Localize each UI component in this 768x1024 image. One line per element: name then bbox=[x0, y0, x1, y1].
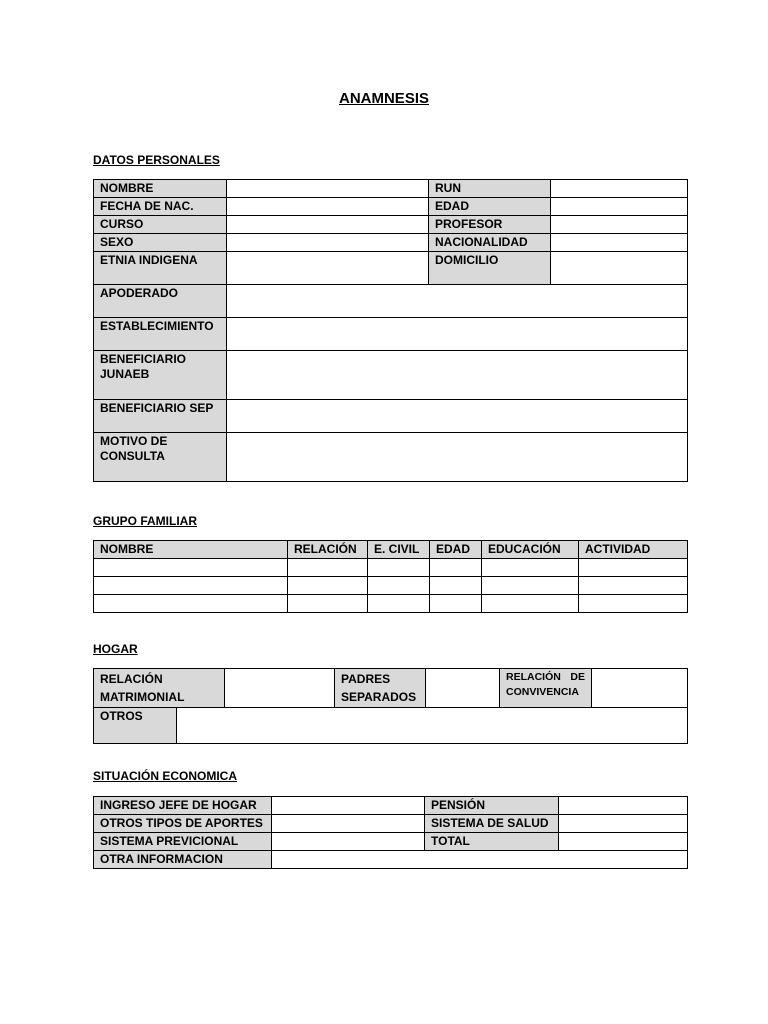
field-fecha-nac[interactable] bbox=[227, 198, 429, 216]
table-cell[interactable] bbox=[288, 595, 368, 613]
field-sexo[interactable] bbox=[227, 234, 429, 252]
table-cell[interactable] bbox=[482, 577, 579, 595]
label-nacionalidad: NACIONALIDAD bbox=[429, 234, 551, 252]
field-total[interactable] bbox=[559, 833, 688, 851]
column-header-estado-civil: E. CIVIL bbox=[368, 541, 430, 559]
label-otros: OTROS bbox=[94, 708, 177, 744]
field-relacion-matrimonial[interactable] bbox=[225, 669, 335, 708]
label-sexo: SEXO bbox=[94, 234, 227, 252]
label-otros-tipos-de-aportes: OTROS TIPOS DE APORTES bbox=[94, 815, 272, 833]
section-heading-hogar: HOGAR bbox=[93, 642, 138, 656]
table-cell[interactable] bbox=[579, 577, 688, 595]
table-cell[interactable] bbox=[288, 577, 368, 595]
label-padres-separados: PADRES SEPARADOS bbox=[335, 669, 426, 708]
field-padres-separados[interactable] bbox=[426, 669, 500, 708]
situacion-economica-table bbox=[93, 796, 688, 869]
table-cell[interactable] bbox=[368, 559, 430, 577]
label-apoderado: APODERADO bbox=[94, 285, 227, 318]
label-curso: CURSO bbox=[94, 216, 227, 234]
column-header-edad: EDAD bbox=[430, 541, 482, 559]
field-otra-informacion[interactable] bbox=[272, 851, 688, 869]
label-profesor: PROFESOR bbox=[429, 216, 551, 234]
field-etnia-indigena[interactable] bbox=[227, 252, 429, 285]
section-heading-grupo-familiar: GRUPO FAMILIAR bbox=[93, 514, 197, 528]
label-relacion-de-convivencia: RELACIÓN DE CONVIVENCIA bbox=[500, 669, 592, 708]
page-title: ANAMNESIS bbox=[338, 90, 429, 107]
field-beneficiario-junaeb[interactable] bbox=[227, 351, 688, 400]
table-row bbox=[94, 595, 688, 613]
field-otros-tipos-de-aportes[interactable] bbox=[272, 815, 425, 833]
hogar-table bbox=[93, 668, 688, 744]
table-row bbox=[94, 577, 688, 595]
field-sistema-de-salud[interactable] bbox=[559, 815, 688, 833]
table-cell[interactable] bbox=[430, 595, 482, 613]
label-motivo-de-consulta: MOTIVO DE CONSULTA bbox=[94, 433, 227, 482]
label-beneficiario-sep: BENEFICIARIO SEP bbox=[94, 400, 227, 433]
label-sistema-previcional: SISTEMA PREVICIONAL bbox=[94, 833, 272, 851]
label-etnia-indigena: ETNIA INDIGENA bbox=[94, 252, 227, 285]
table-cell[interactable] bbox=[368, 577, 430, 595]
field-otros[interactable] bbox=[177, 708, 688, 744]
field-beneficiario-sep[interactable] bbox=[227, 400, 688, 433]
field-establecimiento[interactable] bbox=[227, 318, 688, 351]
table-cell[interactable] bbox=[579, 559, 688, 577]
field-sistema-previcional[interactable] bbox=[272, 833, 425, 851]
column-header-relacion: RELACIÓN bbox=[288, 541, 368, 559]
label-otra-informacion: OTRA INFORMACION bbox=[94, 851, 272, 869]
label-establecimiento: ESTABLECIMIENTO bbox=[94, 318, 227, 351]
field-relacion-de-convivencia[interactable] bbox=[592, 669, 688, 708]
table-cell[interactable] bbox=[482, 559, 579, 577]
label-domicilio: DOMICILIO bbox=[429, 252, 551, 285]
field-curso[interactable] bbox=[227, 216, 429, 234]
field-pension[interactable] bbox=[559, 797, 688, 815]
field-nombre[interactable] bbox=[227, 180, 429, 198]
label-fecha-nac: FECHA DE NAC. bbox=[94, 198, 227, 216]
section-heading-situacion-economica: SITUACIÓN ECONOMICA bbox=[93, 769, 237, 783]
table-cell[interactable] bbox=[94, 577, 288, 595]
section-heading-datos-personales: DATOS PERSONALES bbox=[93, 153, 220, 167]
label-edad: EDAD bbox=[429, 198, 551, 216]
field-motivo-de-consulta[interactable] bbox=[227, 433, 688, 482]
label-pension: PENSIÓN bbox=[425, 797, 559, 815]
field-domicilio[interactable] bbox=[551, 252, 688, 285]
field-ingreso-jefe-de-hogar[interactable] bbox=[272, 797, 425, 815]
table-cell[interactable] bbox=[288, 559, 368, 577]
column-header-educacion: EDUCACIÓN bbox=[482, 541, 579, 559]
table-cell[interactable] bbox=[482, 595, 579, 613]
field-nacionalidad[interactable] bbox=[551, 234, 688, 252]
field-edad[interactable] bbox=[551, 198, 688, 216]
table-cell[interactable] bbox=[430, 559, 482, 577]
label-run: RUN bbox=[429, 180, 551, 198]
label-sistema-de-salud: SISTEMA DE SALUD bbox=[425, 815, 559, 833]
field-run[interactable] bbox=[551, 180, 688, 198]
label-ingreso-jefe-de-hogar: INGRESO JEFE DE HOGAR bbox=[94, 797, 272, 815]
table-cell[interactable] bbox=[430, 577, 482, 595]
label-nombre: NOMBRE bbox=[94, 180, 227, 198]
field-profesor[interactable] bbox=[551, 216, 688, 234]
table-row bbox=[94, 559, 688, 577]
table-cell[interactable] bbox=[94, 595, 288, 613]
grupo-familiar-table bbox=[93, 540, 688, 613]
table-cell[interactable] bbox=[94, 559, 288, 577]
label-relacion-matrimonial: RELACIÓN MATRIMONIAL bbox=[94, 669, 225, 708]
column-header-nombre: NOMBRE bbox=[94, 541, 288, 559]
column-header-actividad: ACTIVIDAD bbox=[579, 541, 688, 559]
datos-personales-table bbox=[93, 179, 688, 482]
label-total: TOTAL bbox=[425, 833, 559, 851]
label-beneficiario-junaeb: BENEFICIARIO JUNAEB bbox=[94, 351, 227, 400]
field-apoderado[interactable] bbox=[227, 285, 688, 318]
table-cell[interactable] bbox=[579, 595, 688, 613]
table-cell[interactable] bbox=[368, 595, 430, 613]
